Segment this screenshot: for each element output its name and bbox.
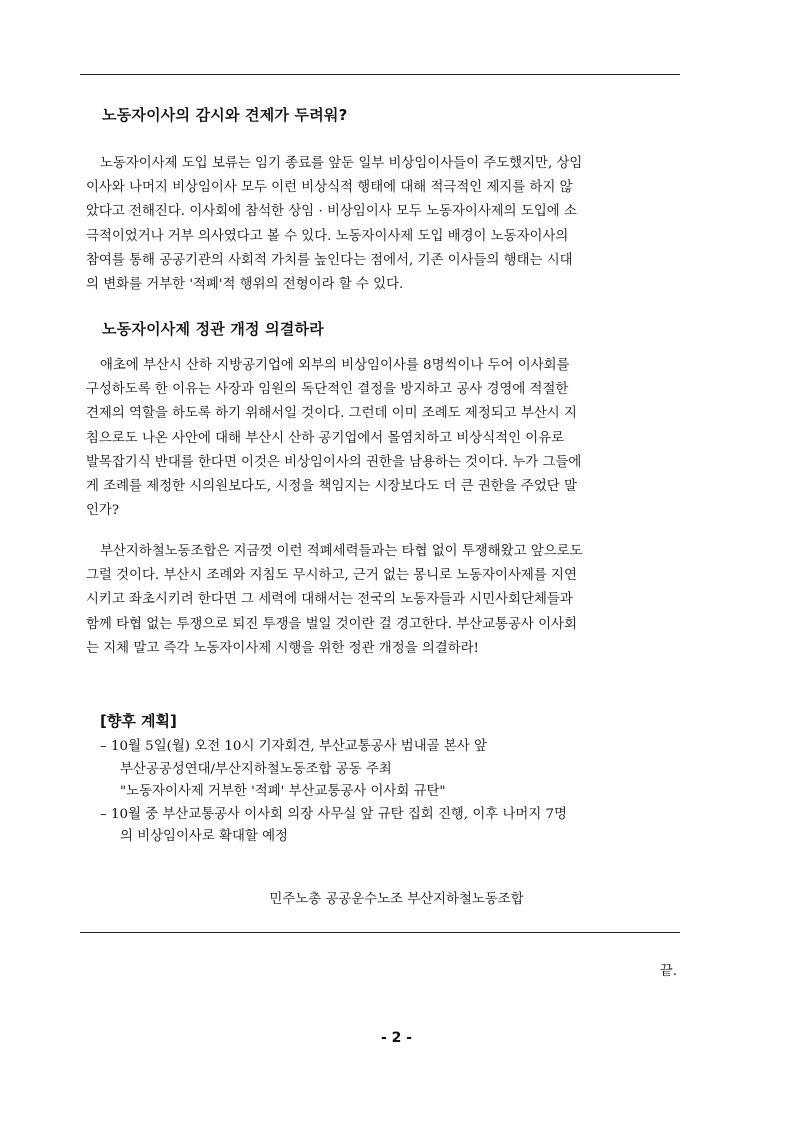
section1-line: 노동자이사제 도입 보류는 임기 종료를 앞둔 일부 비상임이사들이 주도했지만, 상임 bbox=[100, 156, 583, 171]
plan-list bbox=[100, 736, 680, 849]
page-number: - 2 - bbox=[380, 1030, 413, 1046]
section1-paragraph bbox=[86, 152, 672, 297]
section2-line: 견제의 역할을 하도록 하기 위해서일 것이다. 그런데 이미 조례도 제정되고 부산시 지 bbox=[86, 406, 577, 422]
section2-line: 함께 타협 없는 투쟁으로 퇴진 투쟁을 벌일 것이란 걸 경고한다. 부산교통공사 이사회 bbox=[86, 616, 577, 632]
section1-line: 극적이었거나 거부 의사였다고 볼 수 있다. 노동자이사제 도입 배경이 노동자이사의 bbox=[86, 228, 569, 244]
section2-line: 구성하도록 한 이유는 사장과 임원의 독단적인 결정을 방지하고 공사 경영에 적절한 bbox=[86, 382, 569, 398]
section2-line: 는 지체 말고 즉각 노동자이사제 시행을 위한 정관 개정을 의결하라! bbox=[86, 640, 479, 656]
section2-heading: 노동자이사제 정관 개정 의결하라 bbox=[102, 320, 324, 338]
section2-paragraph-2 bbox=[86, 540, 672, 661]
top-rule bbox=[80, 74, 680, 75]
section1-line: 았다고 전해진다. 이사회에 참석한 상임 · 비상임이사 모두 노동자이사제의 도입에 소 bbox=[86, 204, 577, 220]
section1-heading: 노동자이사의 감시와 견제가 두려워? bbox=[102, 106, 348, 124]
organization-name: 민주노총 공공운수노조 부산지하철노동조합 bbox=[269, 892, 524, 907]
section2-line: 인가? bbox=[86, 503, 120, 519]
section2-line: 게 조례를 제정한 시의원보다도, 시정을 책임지는 시장보다도 더 큰 권한을 주었단 말 bbox=[86, 479, 577, 495]
section2-line: 그럴 것이다. 부산시 조례와 지침도 무시하고, 근거 없는 몽니로 노동자이사제를 지연 bbox=[86, 568, 577, 584]
section1-line: 참여를 통해 공공기관의 사회적 가치를 높인다는 점에서, 기존 이사들의 행태는 시대 bbox=[86, 252, 573, 268]
section2-line: 애초에 부산시 산하 지방공기업에 외부의 비상임이사를 8명씩이나 두어 이사회를 bbox=[100, 358, 570, 373]
bottom-rule bbox=[80, 932, 680, 933]
plan-item-detail: 부산공공성연대/부산지하철노동조합 공동 주최 bbox=[120, 761, 392, 777]
plan-item: – 10월 5일(월) 오전 10시 기자회견, 부산교통공사 범내골 본사 앞 bbox=[100, 739, 487, 754]
section1-line: 이사와 나머지 비상임이사 모두 이런 비상식적 행태에 대해 적극적인 제지를 하지 않 bbox=[86, 180, 573, 196]
section2-line: 시키고 좌초시키려 한다면 그 세력에 대해서는 전국의 노동자들과 시민사회단체들과 bbox=[86, 592, 573, 608]
plan-item-detail: 의 비상임이사로 확대할 예정 bbox=[120, 829, 288, 845]
section1-line: 의 변화를 거부한 '적폐'적 행위의 전형이라 할 수 있다. bbox=[86, 277, 404, 293]
section2-line: 발목잡기식 반대를 한다면 이것은 비상임이사의 권한을 남용하는 것이다. 누가 그들에 bbox=[86, 454, 582, 470]
section2-line: 부산지하철노동조합은 지금껏 이런 적폐세력들과는 타협 없이 투쟁해왔고 앞으로도 bbox=[100, 544, 583, 559]
section2-paragraph-1 bbox=[86, 354, 672, 523]
section2-line: 침으로도 나온 사안에 대해 부산시 산하 공기업에서 몰염치하고 비상식적인 이유로 bbox=[86, 430, 565, 446]
plan-item-detail: "노동자이사제 거부한 '적폐' 부산교통공사 이사회 규탄" bbox=[120, 784, 446, 800]
plan-item: – 10월 중 부산교통공사 이사회 의장 사무실 앞 규탄 집회 진행, 이후 나머지 7명 bbox=[100, 806, 567, 822]
end-mark: 끝. bbox=[659, 964, 677, 979]
plan-title: [향후 계획] bbox=[100, 712, 177, 730]
